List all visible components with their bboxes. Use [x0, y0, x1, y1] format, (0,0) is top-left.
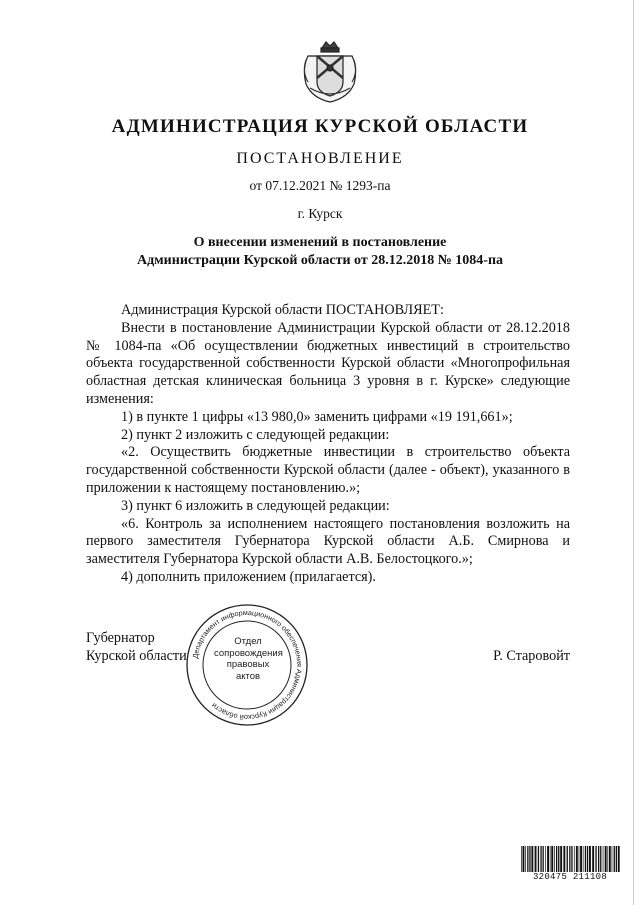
document-date-number: от 07.12.2021 № 1293-па	[249, 178, 391, 193]
body-paragraph: 1) в пункте 1 цифры «13 980,0» заменить цифрами «19 191,661»;	[121, 408, 513, 425]
barcode-bar	[616, 846, 617, 872]
barcode-bar	[535, 846, 537, 872]
document-body	[86, 302, 570, 587]
body-paragraph: Внести в постановление Администрации Курской области от 28.12.2018 № 1084-па «Об осуществлении бюджетных инвестиций в строительство объекта государственной собственности Курской области «Многопрофильная областная детская клиническая больница 3 уровня в г. Курске» следующие изменения:	[86, 319, 570, 407]
barcode-bar	[589, 846, 591, 872]
barcode-bar	[603, 846, 604, 872]
barcode-icon	[520, 846, 620, 872]
barcode-bar	[556, 846, 557, 872]
barcode-bar	[545, 846, 546, 872]
barcode-bar	[600, 846, 601, 872]
barcode-bar	[614, 846, 615, 872]
barcode-bar	[585, 846, 586, 872]
stamp-line: Отдел	[234, 636, 262, 647]
barcode-bar	[563, 846, 565, 872]
stamp-line: правовых	[226, 659, 270, 670]
stamp-center-text	[214, 636, 282, 682]
barcode-bar	[523, 846, 525, 872]
barcode-bar	[521, 846, 522, 872]
barcode-bar	[607, 846, 608, 872]
organization-title: АДМИНИСТРАЦИЯ КУРСКОЙ ОБЛАСТИ	[111, 116, 529, 137]
barcode-bar	[540, 846, 541, 872]
barcode-bar	[587, 846, 588, 872]
signer-name: Р. Старовойт	[493, 648, 570, 664]
barcode-bar	[554, 846, 555, 872]
barcode-bar	[527, 846, 528, 872]
barcode-bar	[574, 846, 575, 872]
signer-position-line-2: Курской области	[86, 647, 187, 664]
barcode-bar	[531, 846, 533, 872]
body-paragraph: «6. Контроль за исполнением настоящего постановления возложить на первого заместителя Губернатора Курской области А.Б. Смирнова и заместителя Губернатора Курской области А.В. Белостоцкого.»;	[86, 515, 570, 568]
barcode-bar	[609, 846, 611, 872]
stamp-line: актов	[235, 670, 261, 682]
stamp-line: сопровождения	[214, 647, 283, 659]
barcode-bar	[567, 846, 568, 872]
coat-of-arms-icon	[300, 38, 360, 106]
barcode-bar	[612, 846, 613, 872]
barcode-bar	[525, 846, 526, 872]
barcode-bar	[529, 846, 530, 872]
barcode-bar	[605, 846, 607, 872]
barcode-bar	[598, 846, 599, 872]
body-paragraph: 3) пункт 6 изложить в следующей редакции:	[121, 497, 390, 514]
signer-position-line-1: Губернатор	[86, 630, 155, 646]
subject-line-2: Администрации Курской области от 28.12.2018 № 1084-па	[136, 253, 504, 268]
barcode-bar	[576, 846, 578, 872]
barcode-bar	[571, 846, 572, 872]
document-type: ПОСТАНОВЛЕНИЕ	[236, 150, 404, 167]
stamp-ring-text: Департамент информационного обеспечения Администрации Курской области	[190, 607, 305, 723]
body-paragraph: 4) дополнить приложением (прилагается).	[121, 568, 376, 585]
barcode-bar	[560, 846, 562, 872]
body-paragraph: «2. Осуществить бюджетные инвестиции в строительство объекта государственной собственности Курской области (далее - объект), указанного в приложении к настоящему постановлению.»;	[86, 444, 570, 496]
barcode-bar	[551, 846, 553, 872]
document-subject	[0, 234, 640, 270]
barcode-bar	[547, 846, 549, 872]
barcode-bar	[558, 846, 559, 872]
barcode-bar	[579, 846, 580, 872]
body-paragraph: 2) пункт 2 изложить с следующей редакции:	[121, 426, 390, 443]
barcode-bar	[592, 846, 594, 872]
barcode-bar	[595, 846, 596, 872]
barcode-bar	[618, 846, 620, 872]
document-city: г. Курск	[297, 206, 343, 221]
signer-position	[86, 630, 187, 666]
barcode-bar	[583, 846, 584, 872]
subject-line-1: О внесении изменений в постановление	[193, 235, 447, 250]
barcode-bar	[543, 846, 544, 872]
barcode-number: 320475 211108	[532, 872, 608, 882]
barcode-bar	[580, 846, 582, 872]
barcode-bar	[569, 846, 570, 872]
barcode-bar	[538, 846, 539, 872]
body-paragraph: Администрация Курской области ПОСТАНОВЛЯЕТ:	[121, 302, 444, 318]
barcode-bar	[550, 846, 551, 872]
